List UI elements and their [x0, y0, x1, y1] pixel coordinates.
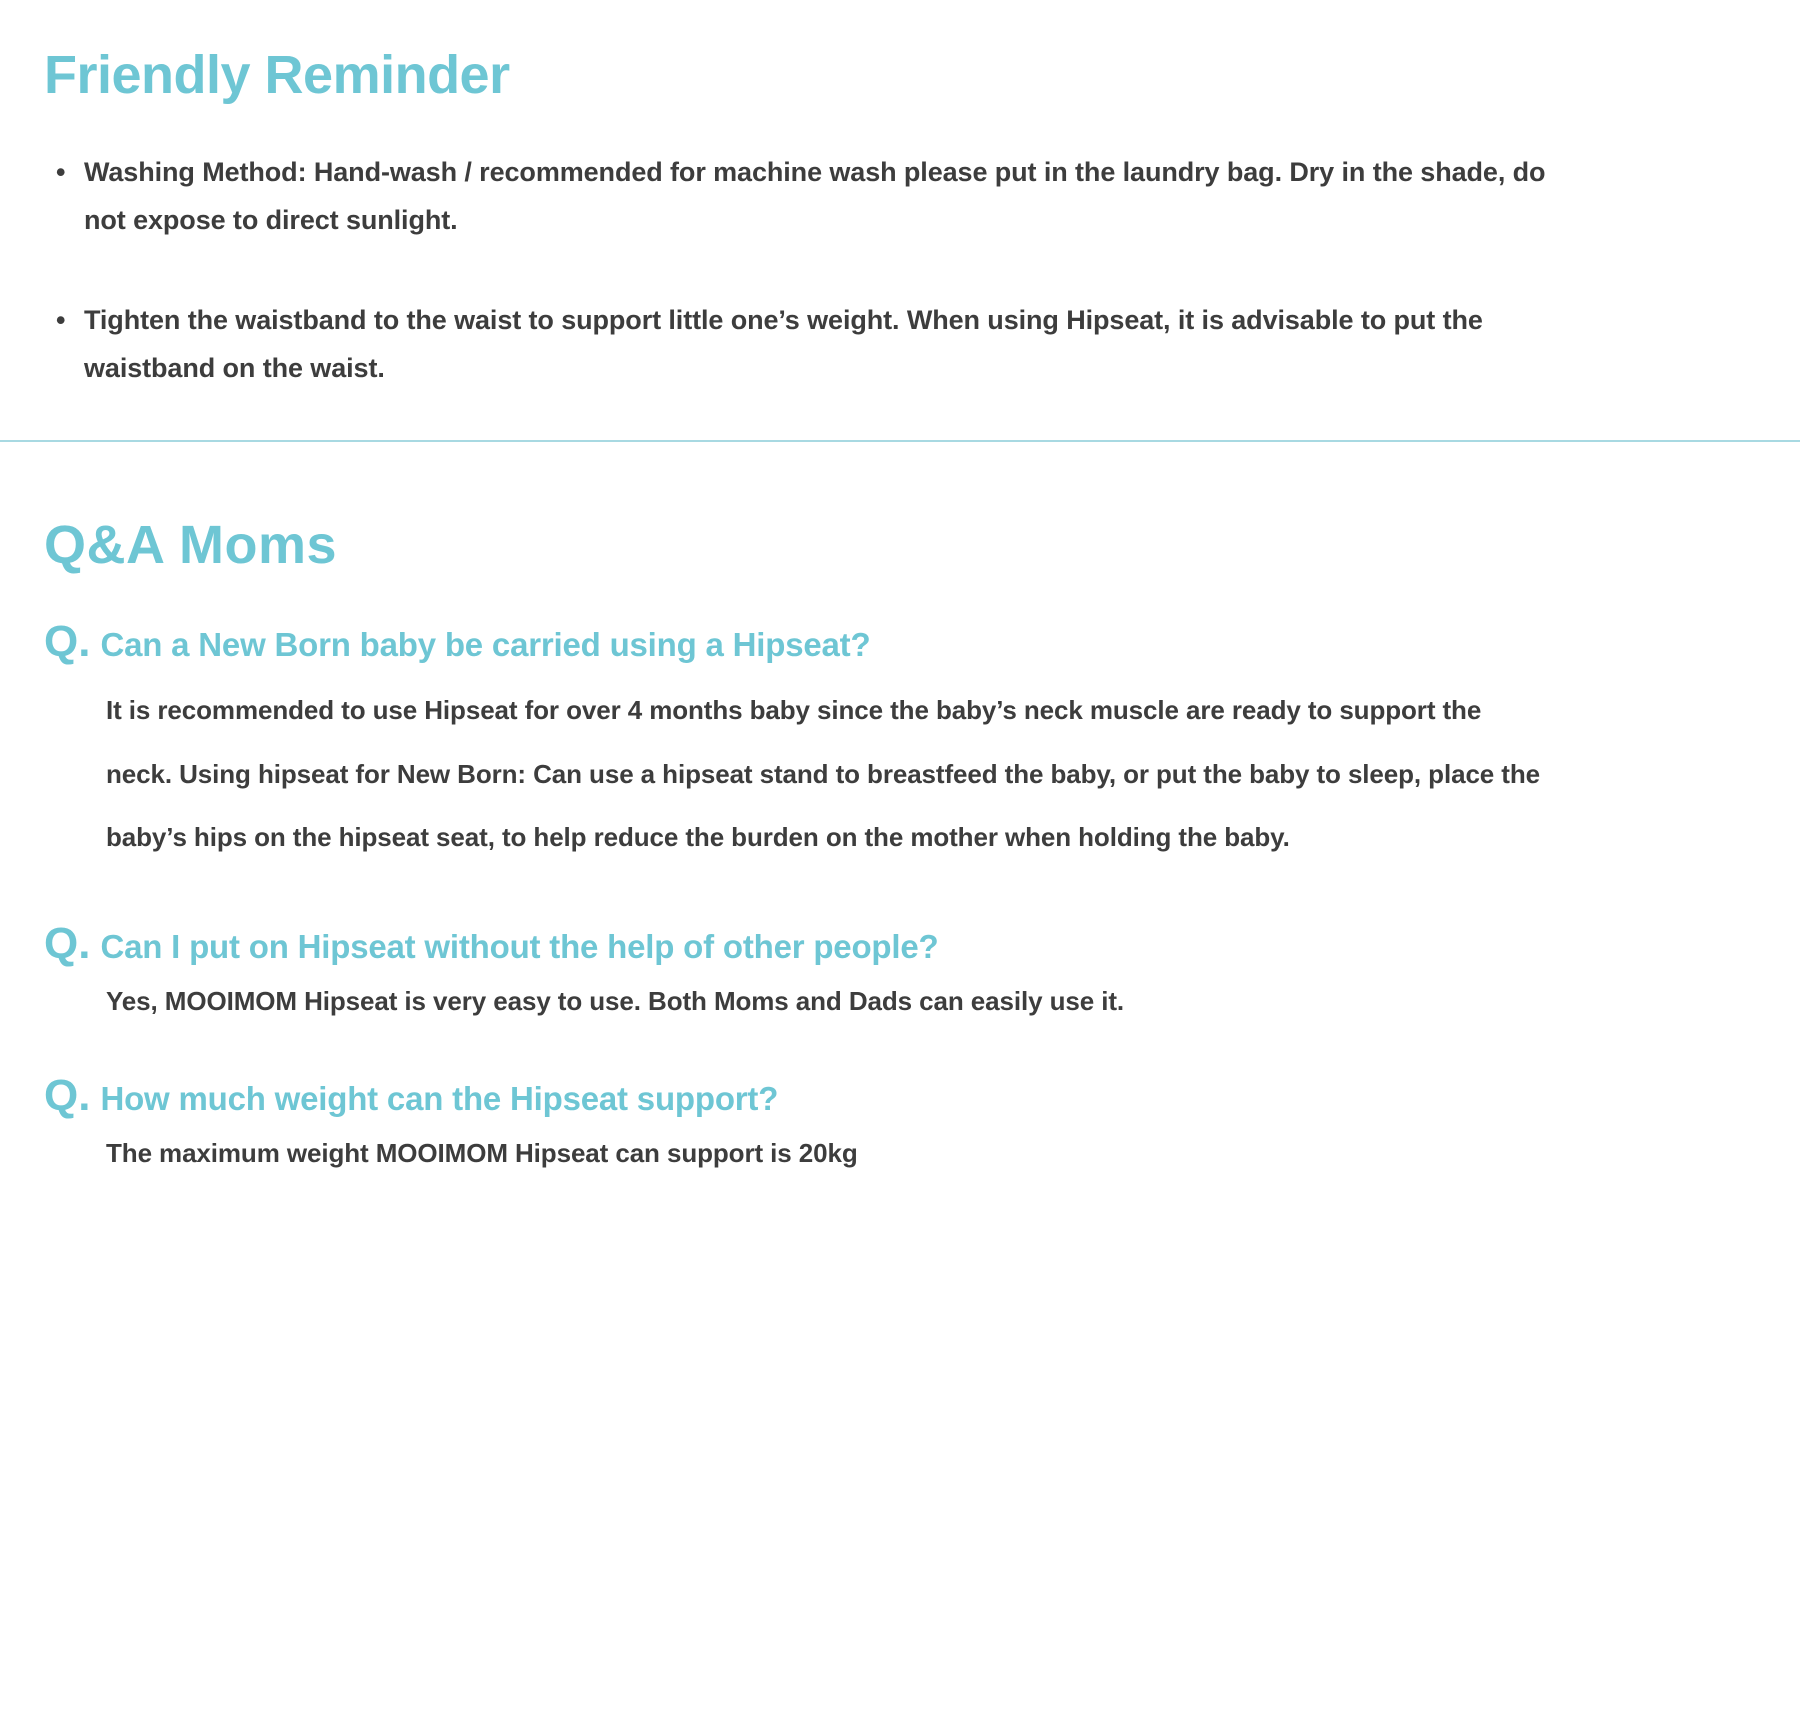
qa-moms-section [0, 442, 1800, 1174]
reminder-bullet-item [44, 296, 1554, 392]
friendly-reminder-section [0, 0, 1800, 392]
reminder-bullet-text: Tighten the waistband to the waist to support little one’s weight. When using Hipseat, it is advisable to put the waistband on the waist. [84, 305, 1483, 384]
question-marker-icon: Q. [44, 617, 91, 667]
qa-question-row [44, 617, 1756, 667]
reminder-bullet-text: Washing Method: Hand-wash / recommended for machine wash please put in the laundry bag. Dry in the shade, do not expose to direct sunlight. [84, 157, 1546, 236]
qa-answer-text: Yes, MOOIMOM Hipseat is very easy to use. Both Moms and Dads can easily use it. [106, 985, 1124, 1016]
bullet-dot-icon: • [56, 305, 66, 336]
qa-question-row [44, 919, 1756, 969]
qa-item [44, 1071, 1756, 1174]
reminder-bullet-list [44, 148, 1756, 392]
qa-answer-text: It is recommended to use Hipseat for over 4 months baby since the baby’s neck muscle are ready to support the neck. Using hipseat for New Born: Can use a hipseat stand to breastfeed the baby, or put the baby to sleep, place the baby’s hips on the hipseat seat, to help reduce the burden on the mother when holding the baby. [106, 694, 1540, 853]
qa-question-text: Can I put on Hipseat without the help of other people? [100, 928, 939, 966]
qa-item [44, 919, 1756, 1022]
qa-question-text: How much weight can the Hipseat support? [100, 1080, 779, 1118]
bullet-dot-icon: • [56, 157, 66, 188]
reminder-bullet-item [44, 148, 1554, 244]
qa-question-row [44, 1071, 1756, 1121]
question-marker-icon: Q. [44, 919, 91, 969]
qa-question-text: Can a New Born baby be carried using a Hipseat? [100, 626, 871, 664]
qa-answer-text: The maximum weight MOOIMOM Hipseat can support is 20kg [106, 1137, 858, 1168]
friendly-reminder-title: Friendly Reminder [44, 45, 510, 105]
qa-moms-title: Q&A Moms [44, 515, 338, 576]
question-marker-icon: Q. [44, 1071, 91, 1121]
qa-item [44, 617, 1756, 870]
